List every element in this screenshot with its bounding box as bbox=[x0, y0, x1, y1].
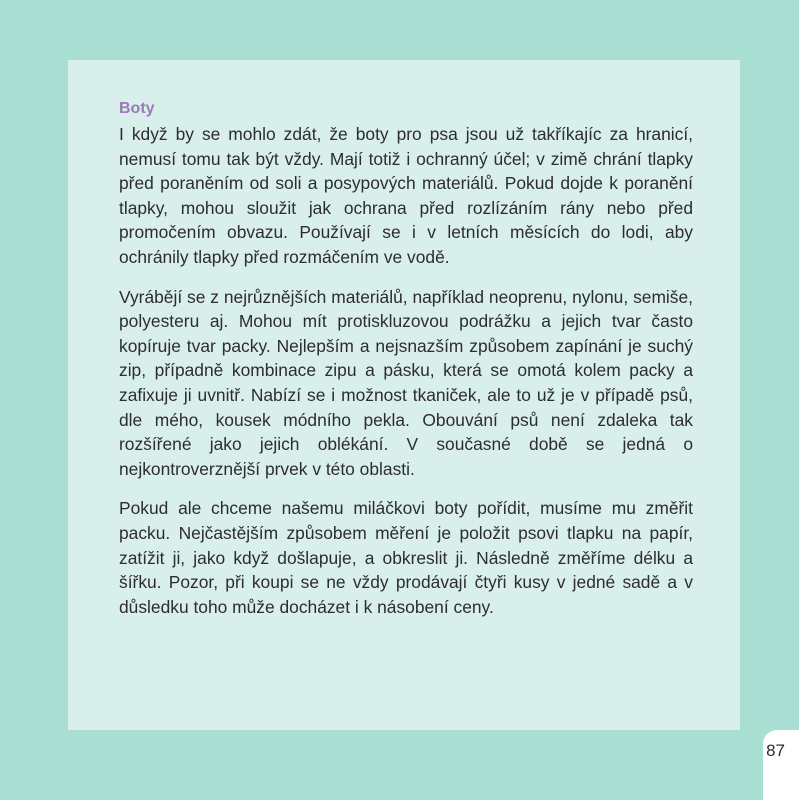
paragraph: I když by se mohlo zdát, že boty pro psa jsou už takříkajíc za hranicí, nemusí tomu tak být vždy. Mají totiž i ochranný účel; v zimě chrání tlapky před poraněním od soli a posypových materiálů. Pokud dojde k poranění tlapky, mohou sloužit jak ochrana před rozlízáním rány nebo před promočením obvazu. Používají se i v letních měsících do lodi, aby ochránily tlapky před rozmáčením ve vodě. bbox=[119, 124, 693, 267]
paragraph: Vyrábějí se z nejrůznějších materiálů, například neoprenu, nylonu, semiše, polyesteru aj. Mohou mít protiskluzovou podrážku a jejich tvar často kopíruje tvar packy. Nejlepším a nejsnazším způsobem zapínání je suchý zip, případně kombinace zipu a pásku, která se omotá kolem packy a zafixuje ji uvnitř. Nabízí se i možnost tkaniček, ale to už je v případě psů, dle mého, kousek módního pekla. Obouvání psů není zdaleka tak rozšířené jako jejich oblékání. V současné době se jedná o nejkontroverznější prvek v této oblasti. bbox=[119, 286, 693, 479]
section-heading: Boty bbox=[119, 100, 155, 117]
paragraph: Pokud ale chceme našemu miláčkovi boty pořídit, musíme mu změřit packu. Nejčastějším způsobem měření je položit psovi tlapku na papír, zatížit ji, jako když došlapuje, a obkreslit ji. Následně změříme délku a šířku. Pozor, při koupi se ne vždy prodávají čtyři kusy v jedné sadě a v důsledku toho může docházet i k násobení ceny. bbox=[119, 498, 693, 617]
article-body bbox=[119, 98, 693, 634]
content-panel bbox=[68, 60, 740, 730]
page-number: 87 bbox=[766, 741, 785, 760]
